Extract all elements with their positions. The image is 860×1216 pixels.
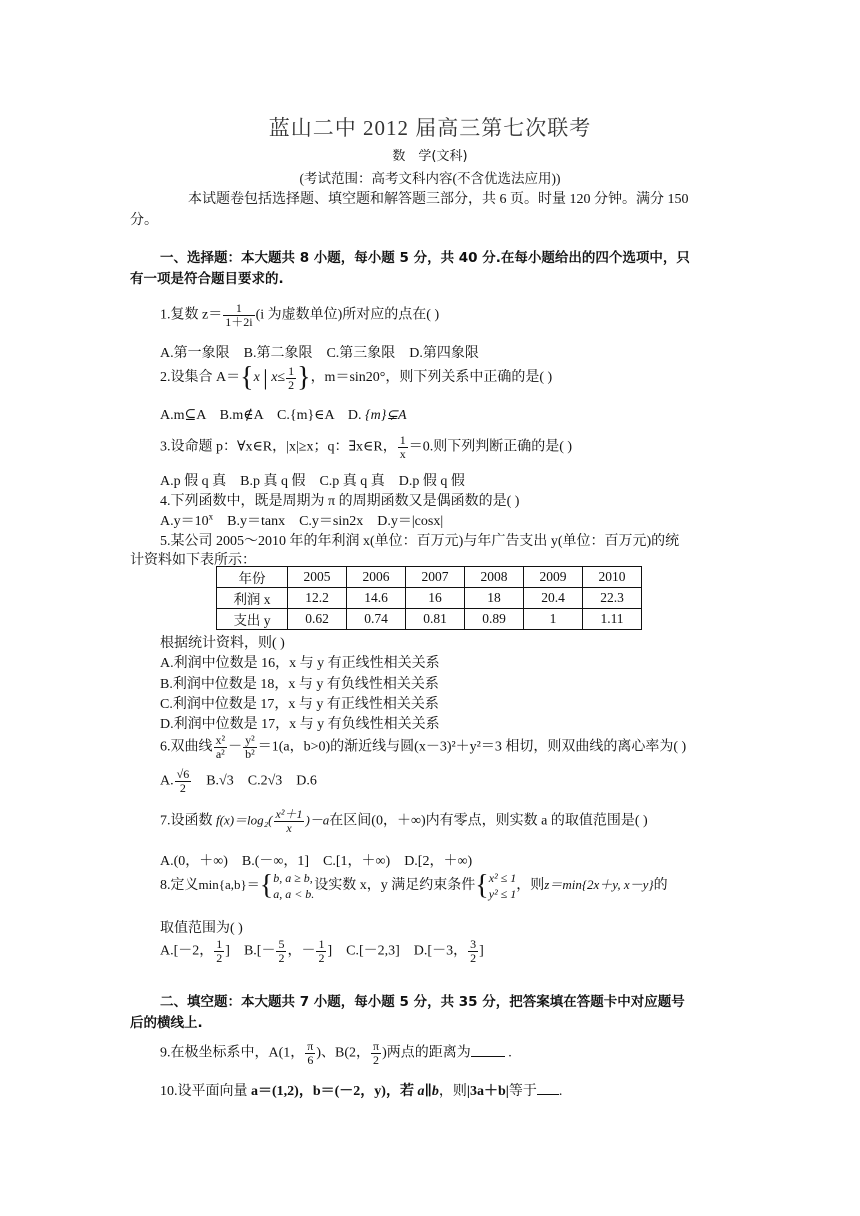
question-6: 6.双曲线 $\frac{\text{x²}}{\text{a²}}$ － $\frac{\text{y²}}{\text{b²}}$ ＝1(a，b>0)的渐近线与圆(x－3)²＋y²＝3 相切，则双曲线的离心率为( )	[160, 733, 687, 761]
intro-line-1: 本试题卷包括选择题、填空题和解答题三部分，共 6 页。时量 120 分钟。满分 150	[188, 192, 689, 207]
intro-line-2: 分。	[130, 213, 158, 228]
section-1-heading-cont: 有一项是符合题目要求的.	[130, 271, 284, 287]
table-cell: 16	[406, 588, 465, 609]
question-5-option-d: D.利润中位数是 17，x 与 y 有负线性相关关系	[160, 717, 440, 732]
question-5-after: 根据统计资料，则( )	[160, 636, 285, 651]
exam-title: 蓝山二中 2012 届高三第七次联考	[268, 116, 592, 140]
answer-blank[interactable]	[471, 1042, 505, 1057]
table-cell: 18	[465, 588, 524, 609]
table-header-cell: 2007	[406, 567, 465, 588]
question-5-option-a: A.利润中位数是 16，x 与 y 有正线性相关关系	[160, 656, 440, 671]
question-1-options: A.第一象限 B.第二象限 C.第三象限 D.第四象限	[160, 346, 479, 361]
question-6-options: A. $\frac{√6}{2}$ B.√3 C.2√3 D.6	[160, 767, 317, 795]
question-4-options: $A.y=10^x$ B.y＝tanx C.y＝sin2x D.y＝|cosx|	[160, 511, 444, 529]
question-7-options: A.(0，＋∞) B.(－∞，1] C.[1，＋∞) D.[2，＋∞)	[160, 854, 473, 869]
table-header-cell: 年份	[217, 567, 288, 588]
table-row	[217, 588, 642, 609]
question-9: 9.在极坐标系中，A(1， $\frac{\pi}{6}$ )、B(2， $\frac{\pi}{2}$ )两点的距离为 .	[160, 1039, 512, 1067]
table-header-cell: 2008	[465, 567, 524, 588]
table-cell: 20.4	[524, 588, 583, 609]
table-cell: 1.11	[583, 609, 642, 630]
section-1-heading: 一、选择题：本大题共 8 小题，每小题 5 分，共 40 分.在每小题给出的四个选项中，只	[160, 250, 690, 266]
table-header-cell: 2009	[524, 567, 583, 588]
table-header-cell: 2005	[288, 567, 347, 588]
table-cell: 0.89	[465, 609, 524, 630]
table-cell: 利润 x	[217, 588, 288, 609]
table-cell: 1	[524, 609, 583, 630]
question-7: 7.设函数 f(x)＝log₂( $\frac{\text{x²＋1}}{x}$ )－a在区间(0，＋∞)内有零点，则实数 a 的取值范围是( )	[160, 807, 648, 835]
question-1: 1.复数 z＝ $\frac{1}{1+2i}$ (i 为虚数单位)所对应的点在( )	[160, 301, 440, 329]
question-3: 3.设命题 p：∀x∈R，|x|≥x；q：∃x∈R， $\frac{1}{x}$ ＝0.则下列判断正确的是( )	[160, 433, 573, 461]
question-8-options: A.[－2， $\frac{1}{2}$ ] B.[－ $\frac{5}{2}$ ，－ $\frac{1}{2}$ ] C.[－2,3] D.[－3， $\frac{3}{2}$ ]	[160, 937, 484, 965]
stats-table	[216, 566, 642, 630]
table-cell: 14.6	[347, 588, 406, 609]
question-5-option-b: B.利润中位数是 18，x 与 y 有负线性相关关系	[160, 677, 439, 692]
question-8: 8.定义min{a,b}＝{b, a ≥ b, a, a < b.设实数 x，y 满足约束条件{x² ≤ 1 y² ≤ 1，则z＝min{2x＋y, x－y}的	[160, 870, 668, 901]
table-cell: 12.2	[288, 588, 347, 609]
section-2-heading: 二、填空题：本大题共 7 小题，每小题 5 分，共 35 分，把答案填在答题卡中对应题号	[160, 994, 685, 1010]
section-2-heading-cont: 后的横线上.	[130, 1015, 203, 1031]
exam-subject: 数 学(文科)	[392, 149, 468, 164]
exam-scope: (考试范围：高考文科内容(不含优选法应用))	[299, 171, 561, 186]
table-cell: 0.62	[288, 609, 347, 630]
table-row	[217, 609, 642, 630]
question-4: 4.下列函数中，既是周期为 π 的周期函数又是偶函数的是( )	[160, 494, 520, 509]
question-2: 2.设集合 A＝{x | x≤ $\frac{1}{2}$ }，m＝sin20°，则下列关系中正确的是( )	[160, 362, 553, 393]
answer-blank[interactable]	[537, 1080, 559, 1095]
question-5-cont: 计资料如下表所示：	[130, 553, 256, 568]
table-header-cell: 2010	[583, 567, 642, 588]
question-2-options: A.m⊆A B.m∉A C.{m}∈A D. {m}⊊A	[160, 408, 407, 423]
table-cell: 支出 y	[217, 609, 288, 630]
question-10: 10.设平面向量 a＝(1,2)，b＝(－2，y)，若 a∥b，则|3a＋b|等于 .	[160, 1080, 562, 1100]
question-3-options: A.p 假 q 真 B.p 真 q 假 C.p 真 q 真 D.p 假 q 假	[160, 474, 465, 489]
question-5-option-c: C.利润中位数是 17，x 与 y 有正线性相关关系	[160, 697, 439, 712]
table-row	[217, 567, 642, 588]
table-header-cell: 2006	[347, 567, 406, 588]
question-8-cont: 取值范围为( )	[160, 921, 243, 936]
table-cell: 0.81	[406, 609, 465, 630]
question-5: 5.某公司 2005～2010 年的年利润 x(单位：百万元)与年广告支出 y(单位：百万元)的统	[160, 534, 680, 549]
table-cell: 0.74	[347, 609, 406, 630]
table-cell: 22.3	[583, 588, 642, 609]
